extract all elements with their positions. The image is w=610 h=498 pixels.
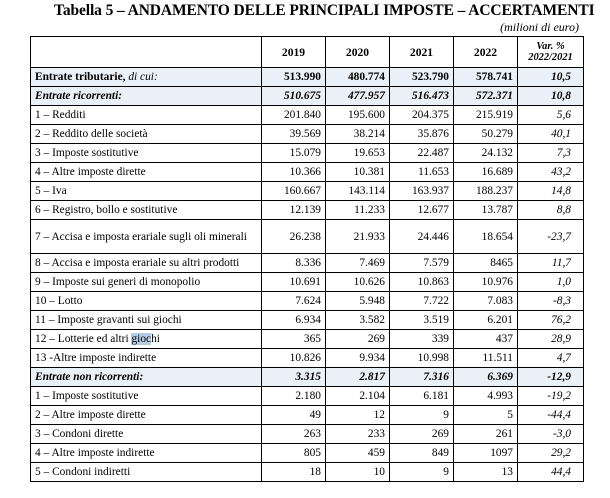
value-cell: 513.990 <box>262 68 326 87</box>
value-cell: 15.079 <box>262 144 326 163</box>
variation-cell: -23,7 <box>518 220 584 254</box>
value-cell: 26.238 <box>262 220 326 254</box>
value-cell: 2.817 <box>326 368 390 387</box>
value-cell: 7.624 <box>262 292 326 311</box>
value-cell: 269 <box>326 330 390 349</box>
row-label: 3 – Imposte sostitutive <box>31 144 262 163</box>
value-cell: 2.104 <box>326 387 390 406</box>
value-cell: 18 <box>262 463 326 482</box>
variation-cell: 10,5 <box>518 68 584 87</box>
value-cell: 24.132 <box>454 144 518 163</box>
value-cell: 578.741 <box>454 68 518 87</box>
value-cell: 49 <box>262 406 326 425</box>
variation-cell: 44,4 <box>518 463 584 482</box>
variation-cell: 14,8 <box>518 182 584 201</box>
value-cell: 13 <box>454 463 518 482</box>
value-cell: 7.722 <box>390 292 454 311</box>
table-row <box>31 125 584 144</box>
taxes-table <box>30 36 584 482</box>
value-cell: 8.336 <box>262 254 326 273</box>
variation-cell: 7,3 <box>518 144 584 163</box>
value-cell: 2.180 <box>262 387 326 406</box>
value-cell: 339 <box>390 330 454 349</box>
value-cell: 16.689 <box>454 163 518 182</box>
row-label: 8 – Accisa e imposta erariale su altri prodotti <box>31 254 262 273</box>
row-label: 7 – Accisa e imposta erariale sugli oli minerali <box>31 220 262 254</box>
var-column-header <box>518 37 584 68</box>
value-cell: 849 <box>390 444 454 463</box>
value-cell: 215.919 <box>454 106 518 125</box>
variation-cell: -12,9 <box>518 368 584 387</box>
variation-cell: -8,3 <box>518 292 584 311</box>
value-cell: 50.279 <box>454 125 518 144</box>
value-cell: 10.366 <box>262 163 326 182</box>
value-cell: 523.790 <box>390 68 454 87</box>
value-cell: 805 <box>262 444 326 463</box>
value-cell: 9 <box>390 463 454 482</box>
value-cell: 1097 <box>454 444 518 463</box>
value-cell: 10.626 <box>326 273 390 292</box>
value-cell: 19.653 <box>326 144 390 163</box>
variation-cell: -44,4 <box>518 406 584 425</box>
value-cell: 10.998 <box>390 349 454 368</box>
table-row <box>31 330 584 349</box>
table-row <box>31 254 584 273</box>
value-cell: 160.667 <box>262 182 326 201</box>
row-label: 12 – Lotterie ed altri giochi <box>31 330 262 349</box>
value-cell: 6.181 <box>390 387 454 406</box>
column-header: 2020 <box>326 37 390 68</box>
value-cell: 510.675 <box>262 87 326 106</box>
variation-cell: 76,2 <box>518 311 584 330</box>
var-header-line1: Var. % <box>536 41 565 52</box>
value-cell: 163.937 <box>390 182 454 201</box>
value-cell: 7.579 <box>390 254 454 273</box>
table-row <box>31 368 584 387</box>
header-row <box>31 37 584 68</box>
variation-cell: -3,0 <box>518 425 584 444</box>
value-cell: 459 <box>326 444 390 463</box>
value-cell: 10.381 <box>326 163 390 182</box>
value-cell: 18.654 <box>454 220 518 254</box>
value-cell: 10.691 <box>262 273 326 292</box>
table-row <box>31 292 584 311</box>
value-cell: 10.976 <box>454 273 518 292</box>
table-row <box>31 311 584 330</box>
value-cell: 6.934 <box>262 311 326 330</box>
table-row <box>31 349 584 368</box>
value-cell: 10 <box>326 463 390 482</box>
variation-cell: 43,2 <box>518 163 584 182</box>
variation-cell: 1,0 <box>518 273 584 292</box>
value-cell: 516.473 <box>390 87 454 106</box>
header-label-cell <box>31 37 262 68</box>
table-row <box>31 87 584 106</box>
column-header: 2022 <box>454 37 518 68</box>
value-cell: 12 <box>326 406 390 425</box>
row-label: 1 – Imposte sostitutive <box>31 387 262 406</box>
value-cell: 7.469 <box>326 254 390 273</box>
value-cell: 7.083 <box>454 292 518 311</box>
text-selection-highlight: gioc <box>131 333 152 345</box>
row-label: 5 – Condoni indiretti <box>31 463 262 482</box>
row-label: 1 – Redditi <box>31 106 262 125</box>
value-cell: 21.933 <box>326 220 390 254</box>
value-cell: 3.582 <box>326 311 390 330</box>
value-cell: 204.375 <box>390 106 454 125</box>
value-cell: 10.863 <box>390 273 454 292</box>
value-cell: 7.316 <box>390 368 454 387</box>
table-row <box>31 425 584 444</box>
row-label: Entrate tributarie, di cui: <box>31 68 262 87</box>
row-label: 6 – Registro, bollo e sostitutive <box>31 201 262 220</box>
table-row <box>31 163 584 182</box>
value-cell: 261 <box>454 425 518 444</box>
table-row <box>31 463 584 482</box>
row-label: 4 – Altre imposte indirette <box>31 444 262 463</box>
table-row <box>31 144 584 163</box>
value-cell: 5 <box>454 406 518 425</box>
var-header-line2: 2022/2021 <box>528 52 573 63</box>
value-cell: 6.201 <box>454 311 518 330</box>
value-cell: 3.519 <box>390 311 454 330</box>
value-cell: 365 <box>262 330 326 349</box>
row-label: 5 – Iva <box>31 182 262 201</box>
table-row <box>31 106 584 125</box>
value-cell: 263 <box>262 425 326 444</box>
row-label: Entrate non ricorrenti: <box>31 368 262 387</box>
variation-cell: 4,7 <box>518 349 584 368</box>
row-label: 2 – Altre imposte dirette <box>31 406 262 425</box>
value-cell: 269 <box>390 425 454 444</box>
value-cell: 35.876 <box>390 125 454 144</box>
value-cell: 11.653 <box>390 163 454 182</box>
value-cell: 9.934 <box>326 349 390 368</box>
variation-cell: 10,8 <box>518 87 584 106</box>
value-cell: 11.511 <box>454 349 518 368</box>
value-cell: 480.774 <box>326 68 390 87</box>
table-row <box>31 182 584 201</box>
value-cell: 437 <box>454 330 518 349</box>
value-cell: 3.315 <box>262 368 326 387</box>
value-cell: 9 <box>390 406 454 425</box>
table-row <box>31 220 584 254</box>
value-cell: 143.114 <box>326 182 390 201</box>
table-row <box>31 68 584 87</box>
variation-cell: 5,6 <box>518 106 584 125</box>
value-cell: 201.840 <box>262 106 326 125</box>
value-cell: 5.948 <box>326 292 390 311</box>
variation-cell: 11,7 <box>518 254 584 273</box>
table-title: Tabella 5 – ANDAMENTO DELLE PRINCIPALI IMPOSTE – ACCERTAMENTI <box>54 2 595 19</box>
value-cell: 6.369 <box>454 368 518 387</box>
value-cell: 13.787 <box>454 201 518 220</box>
table-row <box>31 273 584 292</box>
value-cell: 4.993 <box>454 387 518 406</box>
value-cell: 12.677 <box>390 201 454 220</box>
row-label: 9 – Imposte sui generi di monopolio <box>31 273 262 292</box>
row-label: 4 – Altre imposte dirette <box>31 163 262 182</box>
value-cell: 10.826 <box>262 349 326 368</box>
value-cell: 233 <box>326 425 390 444</box>
value-cell: 22.487 <box>390 144 454 163</box>
variation-cell: 28,9 <box>518 330 584 349</box>
value-cell: 195.600 <box>326 106 390 125</box>
variation-cell: 29,2 <box>518 444 584 463</box>
variation-cell: 40,1 <box>518 125 584 144</box>
variation-cell: 8,8 <box>518 201 584 220</box>
value-cell: 572.371 <box>454 87 518 106</box>
column-header: 2021 <box>390 37 454 68</box>
unit-note: (milioni di euro) <box>500 20 579 34</box>
row-label: 3 – Condoni dirette <box>31 425 262 444</box>
value-cell: 477.957 <box>326 87 390 106</box>
table-row <box>31 387 584 406</box>
column-header: 2019 <box>262 37 326 68</box>
row-label: 11 – Imposte gravanti sui giochi <box>31 311 262 330</box>
value-cell: 24.446 <box>390 220 454 254</box>
value-cell: 188.237 <box>454 182 518 201</box>
value-cell: 39.569 <box>262 125 326 144</box>
value-cell: 8465 <box>454 254 518 273</box>
row-label: Entrate ricorrenti: <box>31 87 262 106</box>
row-label: 10 – Lotto <box>31 292 262 311</box>
row-label: 2 – Reddito delle società <box>31 125 262 144</box>
table-row <box>31 201 584 220</box>
variation-cell: -19,2 <box>518 387 584 406</box>
table-row <box>31 406 584 425</box>
row-label: 13 -Altre imposte indirette <box>31 349 262 368</box>
value-cell: 38.214 <box>326 125 390 144</box>
value-cell: 11.233 <box>326 201 390 220</box>
value-cell: 12.139 <box>262 201 326 220</box>
table-row <box>31 444 584 463</box>
